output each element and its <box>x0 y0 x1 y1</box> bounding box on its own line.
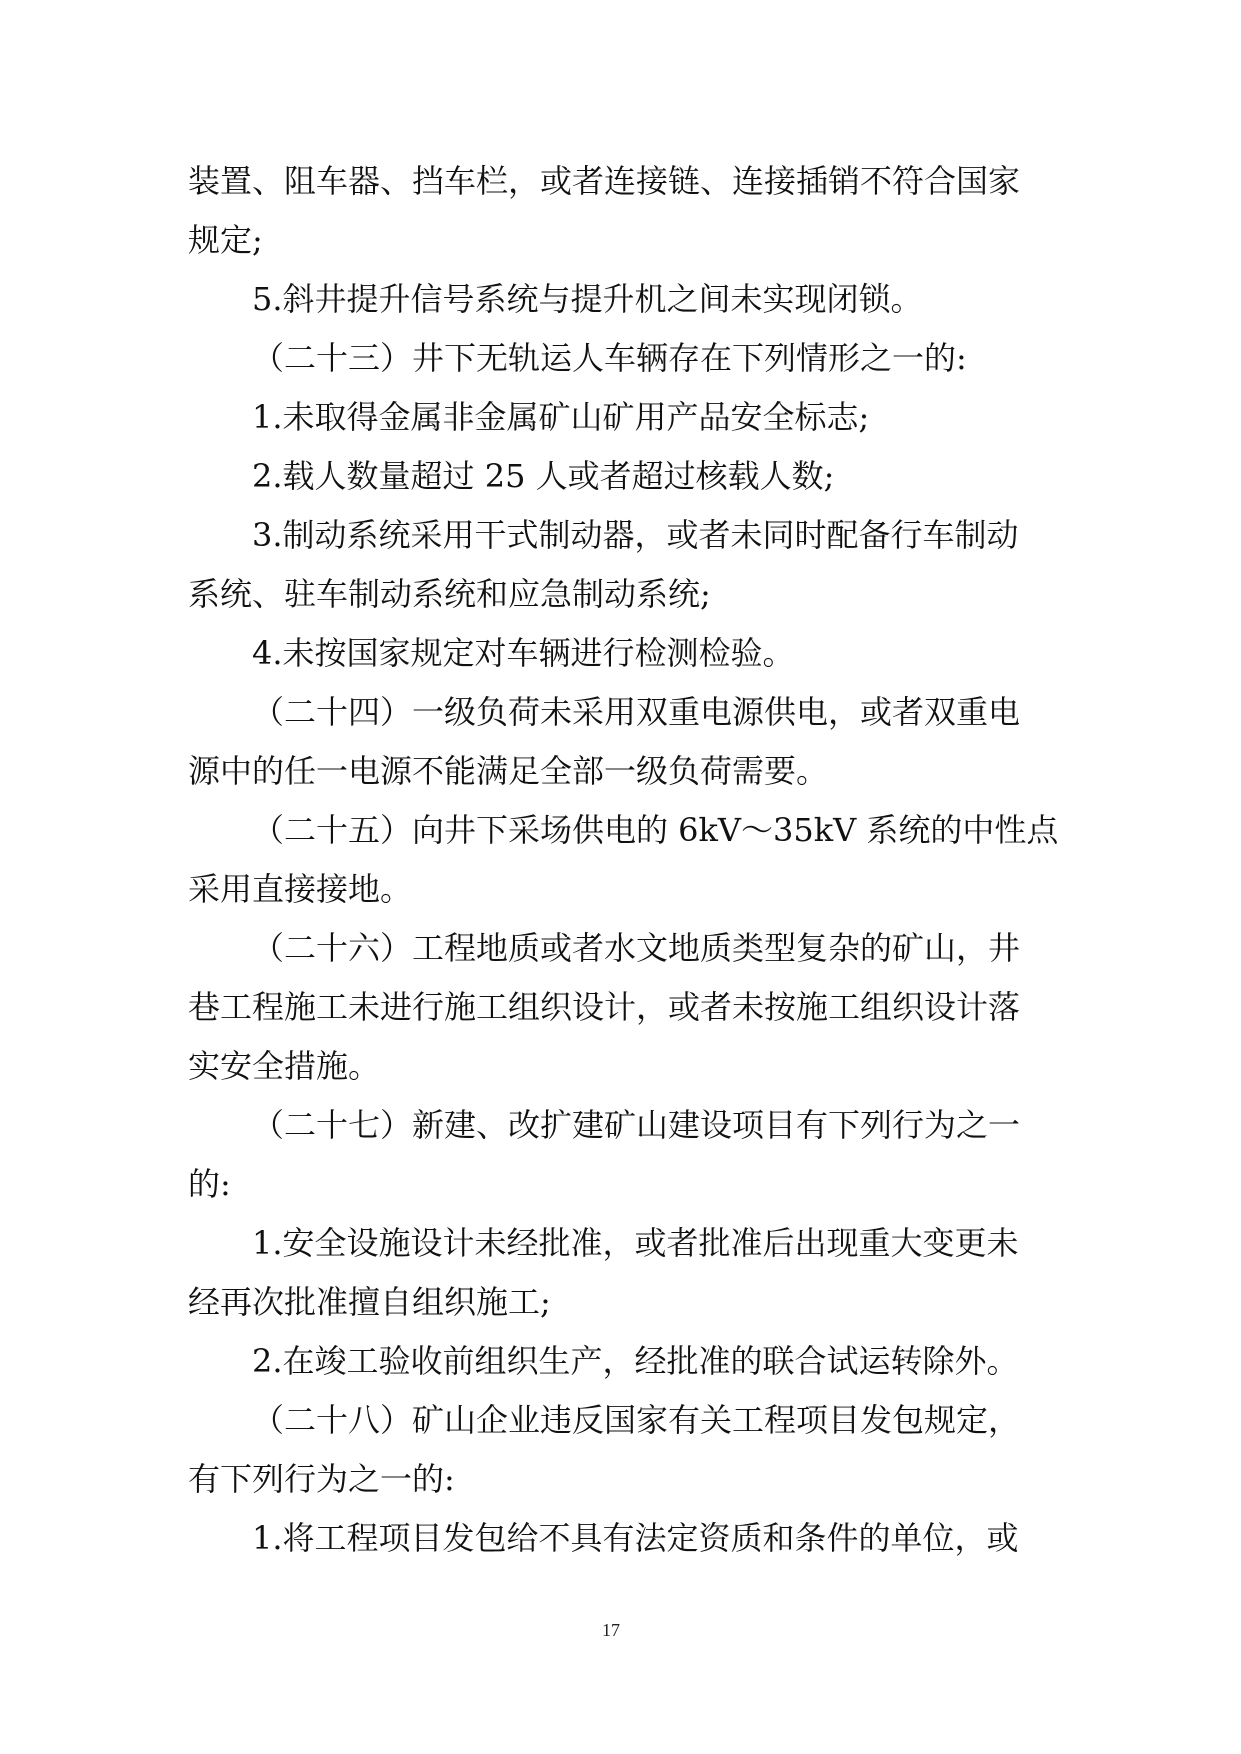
text-line: （二十七）新建、改扩建矿山建设项目有下列行为之一 <box>252 1106 1021 1144</box>
text-line: 5.斜井提升信号系统与提升机之间未实现闭锁。 <box>252 280 923 318</box>
text-line: （二十六）工程地质或者水文地质类型复杂的矿山，井 <box>252 929 1021 967</box>
text-line: 的: <box>188 1165 231 1203</box>
text-line: （二十五）向井下采场供电的 6kV～35kV 系统的中性点 <box>252 811 1059 849</box>
text-line: 装置、阻车器、挡车栏，或者连接链、连接插销不符合国家 <box>188 162 1021 200</box>
text-line: 巷工程施工未进行施工组织设计，或者未按施工组织设计落 <box>188 988 1021 1026</box>
text-line: 1.未取得金属非金属矿山矿用产品安全标志; <box>252 398 870 436</box>
body-text <box>188 152 1059 1568</box>
text-line: 2.载人数量超过 25 人或者超过核载人数; <box>252 457 835 495</box>
text-line: （二十八）矿山企业违反国家有关工程项目发包规定， <box>252 1401 1021 1439</box>
text-line: 4.未按国家规定对车辆进行检测检验。 <box>252 634 795 672</box>
text-line: 源中的任一电源不能满足全部一级负荷需要。 <box>188 752 829 790</box>
text-line: 3.制动系统采用干式制动器，或者未同时配备行车制动 <box>252 516 1019 554</box>
text-line: （二十三）井下无轨运人车辆存在下列情形之一的: <box>252 339 967 377</box>
text-line: （二十四）一级负荷未采用双重电源供电，或者双重电 <box>252 693 1021 731</box>
text-line: 1.安全设施设计未经批准，或者批准后出现重大变更未 <box>252 1224 1019 1262</box>
text-line: 系统、驻车制动系统和应急制动系统; <box>188 575 711 613</box>
text-line: 有下列行为之一的: <box>188 1460 455 1498</box>
text-line: 经再次批准擅自组织施工; <box>188 1283 551 1321</box>
text-line: 规定; <box>188 221 263 259</box>
text-line: 1.将工程项目发包给不具有法定资质和条件的单位，或 <box>252 1519 1019 1557</box>
page-number: 17 <box>602 1620 620 1640</box>
text-line: 采用直接接地。 <box>188 870 413 908</box>
text-line: 2.在竣工验收前组织生产，经批准的联合试运转除外。 <box>252 1342 1019 1380</box>
text-line: 实安全措施。 <box>188 1047 381 1085</box>
